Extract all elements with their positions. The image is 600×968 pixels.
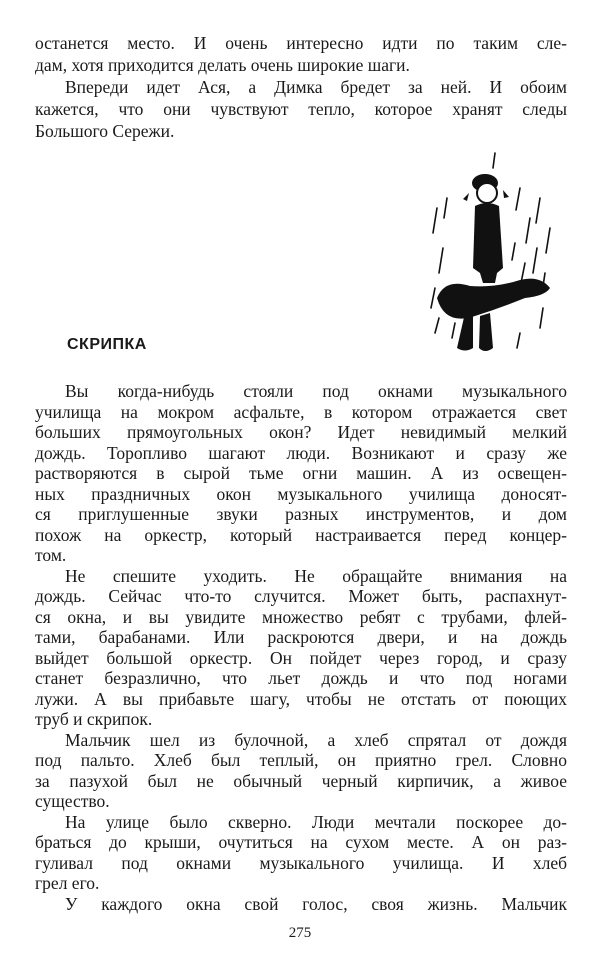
text-line: ных праздничных окон музыкального училища доносят-	[35, 483, 567, 504]
text-line: станет безразлично, что льет дождь и что под ногами	[35, 668, 567, 688]
chapter-title: СКРИПКА	[67, 336, 147, 353]
text-line: за пазухой был не обычный черный кирпичик, а живое	[35, 770, 567, 791]
text-line: Вы когда-нибудь стояли под окнами музыкального	[65, 381, 567, 401]
text-line: том.	[35, 545, 67, 565]
text-line: дам, хотя приходится делать очень широкие шаги.	[35, 55, 410, 75]
text-line: труб и скрипок.	[35, 709, 153, 729]
text-line: Большого Сережи.	[35, 121, 175, 141]
text-line: Не спешите уходить. Не обращайте внимания на	[65, 565, 567, 586]
text-line: дождь. Сейчас что-то случится. Может быть, распахнут-	[35, 586, 567, 606]
text-line: выйдет большой оркестр. Он пойдет через город, и сразу	[35, 647, 567, 668]
text-line: ся окна, и вы увидите множество ребят с трубами, флей-	[35, 606, 567, 627]
text-line: лужи. А вы прибавьте шагу, чтобы не отстать от поющих	[35, 688, 567, 709]
text-line: останется место. И очень интересно идти по таким сле-	[35, 33, 567, 53]
text-line: дождь. Торопливо шагают люди. Возникают и сразу же	[35, 442, 567, 463]
text-line: браться до крыши, очутиться на сухом месте. А он раз-	[35, 832, 567, 852]
text-line: грел его.	[35, 873, 100, 893]
text-line: На улице было скверно. Люди мечтали поскорее до-	[65, 811, 567, 832]
text-line: ся приглушенные звуки разных инструментов, и дом	[35, 504, 567, 524]
text-line: похож на оркестр, который настраивается перед концер-	[35, 524, 567, 545]
text-line: больших прямоугольных окон? Идет невидимый мелкий	[35, 422, 567, 442]
text-line: Мальчик шел из булочной, а хлеб спрятал от дождя	[65, 729, 567, 750]
boy-with-violin-in-rain-illustration	[425, 148, 560, 358]
text-line: У каждого окна свой голос, своя жизнь. Мальчик	[65, 893, 567, 914]
text-line: кажется, что они чувствуют тепло, которое хранят следы	[35, 99, 567, 119]
page-number: 275	[288, 925, 312, 941]
text-line: гуливал под окнами музыкального училища. И хлеб	[35, 852, 567, 873]
text-line: училища на мокром асфальте, в котором отражается свет	[35, 401, 567, 422]
text-line: Впереди идет Ася, а Димка бредет за ней. И обоим	[65, 77, 567, 97]
text-line: под пальто. Хлеб был теплый, он приятно грел. Словно	[35, 750, 567, 770]
text-line: существо.	[35, 791, 110, 811]
text-line: растворяются в сырой тьме огни машин. А из освещен-	[35, 463, 567, 483]
text-line: тами, барабанами. Или раскроются двери, и на дождь	[35, 627, 567, 647]
